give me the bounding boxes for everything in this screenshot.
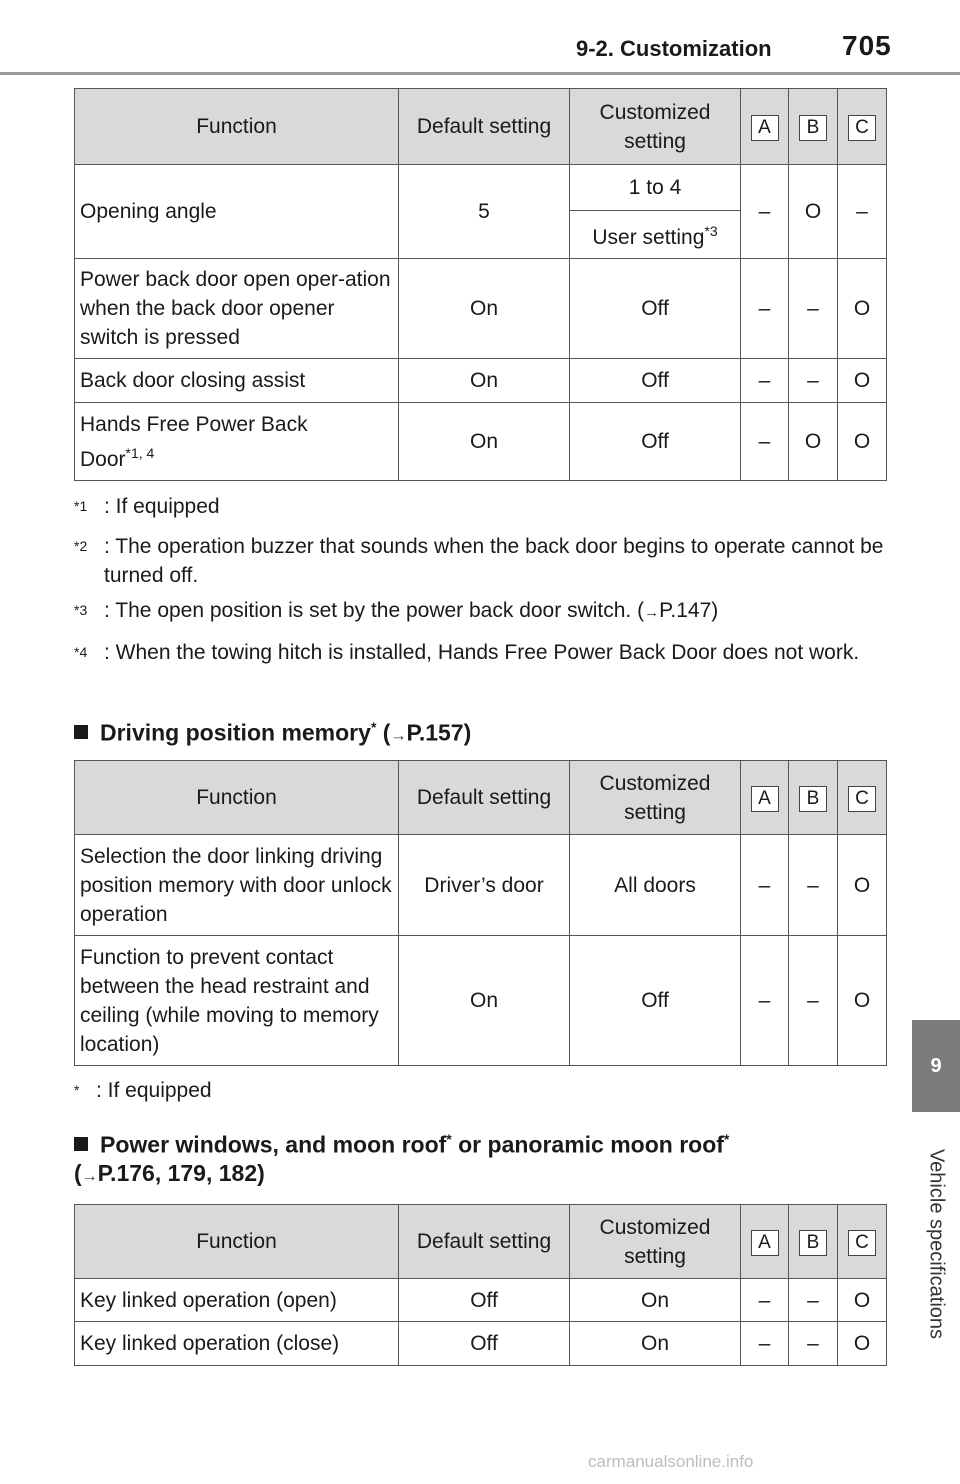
- cell-a: –: [741, 165, 789, 259]
- cell-b: –: [789, 1279, 838, 1322]
- footnote-mark: *: [74, 1082, 80, 1098]
- function-cell: Back door closing assist: [75, 359, 399, 403]
- label-a: A: [751, 1230, 779, 1256]
- power-windows-table: [74, 1204, 887, 1366]
- column-header-c: [838, 89, 887, 165]
- table-row: [75, 165, 887, 211]
- cell-c: O: [838, 359, 887, 403]
- bullet-square-icon: [74, 1137, 88, 1151]
- footnote-text: The open position is set by the power back door switch. (: [115, 599, 645, 622]
- driving-position-memory-table: [74, 760, 887, 1066]
- footnote-mark: *2: [74, 538, 88, 554]
- label-b: B: [799, 1230, 827, 1256]
- footnote: *3 : The open position is set by the power back door switch. (→P.147): [74, 596, 886, 627]
- function-text: Hands Free Power Back: [80, 412, 308, 436]
- table-row: [75, 403, 887, 481]
- section-title: Power windows, and moon roof: [100, 1131, 447, 1158]
- cell-a: –: [741, 1322, 789, 1366]
- column-header-function: Function: [75, 1205, 399, 1279]
- default-cell: On: [399, 359, 570, 403]
- cell-b: O: [789, 403, 838, 481]
- customized-cell: Off: [570, 936, 741, 1066]
- function-text: Door: [80, 447, 126, 471]
- section-title: or panoramic moon roof: [451, 1131, 724, 1158]
- cell-a: –: [741, 936, 789, 1066]
- cell-c: O: [838, 259, 887, 359]
- footnote-mark: *4: [74, 644, 88, 660]
- page-reference-link[interactable]: P.157): [406, 719, 472, 746]
- watermark: carmanualsonline.info: [588, 1452, 754, 1471]
- function-cell: Key linked operation (close): [75, 1322, 399, 1366]
- arrow-icon: →: [644, 604, 660, 621]
- footnote-ref: *: [446, 1131, 452, 1147]
- table-header-row: [75, 89, 887, 165]
- cell-a: –: [741, 1279, 789, 1322]
- footnote: *2 : The operation buzzer that sounds when the back door begins to operate cannot be turned off.: [74, 532, 886, 590]
- cell-a: –: [741, 835, 789, 936]
- footnote-text: When the towing hitch is installed, Hands Free Power Back Door does not work.: [115, 641, 860, 664]
- table-row: [75, 1322, 887, 1366]
- column-header-c: [838, 1205, 887, 1279]
- column-header-c: [838, 761, 887, 835]
- footnote-ref: *: [723, 1131, 730, 1147]
- chapter-number: 9: [930, 1054, 942, 1077]
- customized-cell: [570, 211, 741, 259]
- customized-cell: Off: [570, 359, 741, 403]
- cell-c: O: [838, 936, 887, 1066]
- table-header-row: [75, 761, 887, 835]
- column-header-customized: Customized setting: [570, 761, 741, 835]
- bullet-square-icon: [74, 725, 88, 739]
- cell-c: –: [838, 165, 887, 259]
- column-header-b: [789, 761, 838, 835]
- cell-a: –: [741, 259, 789, 359]
- column-header-a: [741, 761, 789, 835]
- label-c: C: [848, 1230, 876, 1256]
- column-header-a: [741, 89, 789, 165]
- section-title: Driving position memory: [100, 719, 371, 746]
- chapter-label: Vehicle specifications: [925, 1148, 948, 1340]
- column-header-default: Default setting: [399, 761, 570, 835]
- cell-b: –: [789, 259, 838, 359]
- cell-b: –: [789, 359, 838, 403]
- arrow-icon: →: [390, 727, 407, 745]
- footnote: *1 : If equipped: [74, 492, 886, 521]
- header-rule: [0, 72, 960, 75]
- cell-b: –: [789, 835, 838, 936]
- cell-c: O: [838, 403, 887, 481]
- label-b: B: [799, 786, 827, 812]
- footnote-ref: *1, 4: [125, 444, 155, 461]
- section-heading-reference: [74, 1156, 265, 1194]
- cell-b: O: [789, 165, 838, 259]
- page-reference-link[interactable]: P.176, 179, 182): [97, 1160, 265, 1186]
- cell-b: –: [789, 936, 838, 1066]
- cell-c: O: [838, 1279, 887, 1322]
- default-cell: On: [399, 936, 570, 1066]
- footnote-mark: *1: [74, 498, 88, 514]
- footnote: * : If equipped: [74, 1076, 886, 1105]
- cell-a: –: [741, 359, 789, 403]
- page-reference-link[interactable]: P.147): [659, 599, 719, 622]
- footnote-ref: *: [370, 719, 377, 735]
- table-row: [75, 1279, 887, 1322]
- function-cell: Key linked operation (open): [75, 1279, 399, 1322]
- label-c: C: [848, 115, 876, 141]
- paren: (: [376, 719, 391, 746]
- footnote: *4 : When the towing hitch is installed, Hands Free Power Back Door does not work.: [74, 638, 886, 667]
- footnote-text: If equipped: [115, 495, 220, 518]
- column-header-b: [789, 89, 838, 165]
- footnote-text: If equipped: [107, 1079, 212, 1102]
- cell-a: –: [741, 403, 789, 481]
- customized-cell: Off: [570, 403, 741, 481]
- function-cell: Selection the door linking driving position memory with door unlock operation: [75, 835, 399, 936]
- table-header-row: [75, 1205, 887, 1279]
- table-row: [75, 936, 887, 1066]
- column-header-default: Default setting: [399, 89, 570, 165]
- footnote-mark: *3: [74, 602, 88, 618]
- customized-cell: On: [570, 1322, 741, 1366]
- label-a: A: [751, 115, 779, 141]
- column-header-a: [741, 1205, 789, 1279]
- label-c: C: [848, 786, 876, 812]
- customized-text: User setting: [592, 226, 705, 249]
- customized-cell: On: [570, 1279, 741, 1322]
- column-header-function: Function: [75, 761, 399, 835]
- page-number: 705: [842, 30, 892, 61]
- customized-cell: 1 to 4: [570, 165, 741, 211]
- default-cell: On: [399, 259, 570, 359]
- footnote-ref: *3: [704, 223, 718, 239]
- arrow-icon: →: [81, 1168, 98, 1185]
- customized-cell: All doors: [570, 835, 741, 936]
- cell-b: –: [789, 1322, 838, 1366]
- function-cell: Function to prevent contact between the head restraint and ceiling (while moving to memory location): [75, 936, 399, 1066]
- customized-cell: Off: [570, 259, 741, 359]
- column-header-b: [789, 1205, 838, 1279]
- column-header-function: Function: [75, 89, 399, 165]
- cell-c: O: [838, 1322, 887, 1366]
- table-row: [75, 835, 887, 936]
- section-header: 9-2. Customization: [576, 36, 772, 61]
- function-cell: Power back door open oper-ation when the back door opener switch is pressed: [75, 259, 399, 359]
- column-header-customized: Customized setting: [570, 89, 741, 165]
- table-row: [75, 359, 887, 403]
- column-header-customized: Customized setting: [570, 1205, 741, 1279]
- default-cell: Off: [399, 1322, 570, 1366]
- footnote-text: The operation buzzer that sounds when the back door begins to operate cannot be turned off.: [104, 535, 884, 587]
- default-cell: Off: [399, 1279, 570, 1322]
- section-heading-driving-position-memory: [74, 710, 471, 754]
- table-row: [75, 259, 887, 359]
- column-header-default: Default setting: [399, 1205, 570, 1279]
- default-cell: On: [399, 403, 570, 481]
- chapter-tab: [912, 1020, 960, 1112]
- back-door-settings-table: [74, 88, 887, 481]
- function-cell: Opening angle: [75, 165, 399, 259]
- label-a: A: [751, 786, 779, 812]
- default-cell: 5: [399, 165, 570, 259]
- paren: (: [74, 1160, 82, 1186]
- default-cell: Driver’s door: [399, 835, 570, 936]
- function-cell: [75, 403, 399, 481]
- label-b: B: [799, 115, 827, 141]
- cell-c: O: [838, 835, 887, 936]
